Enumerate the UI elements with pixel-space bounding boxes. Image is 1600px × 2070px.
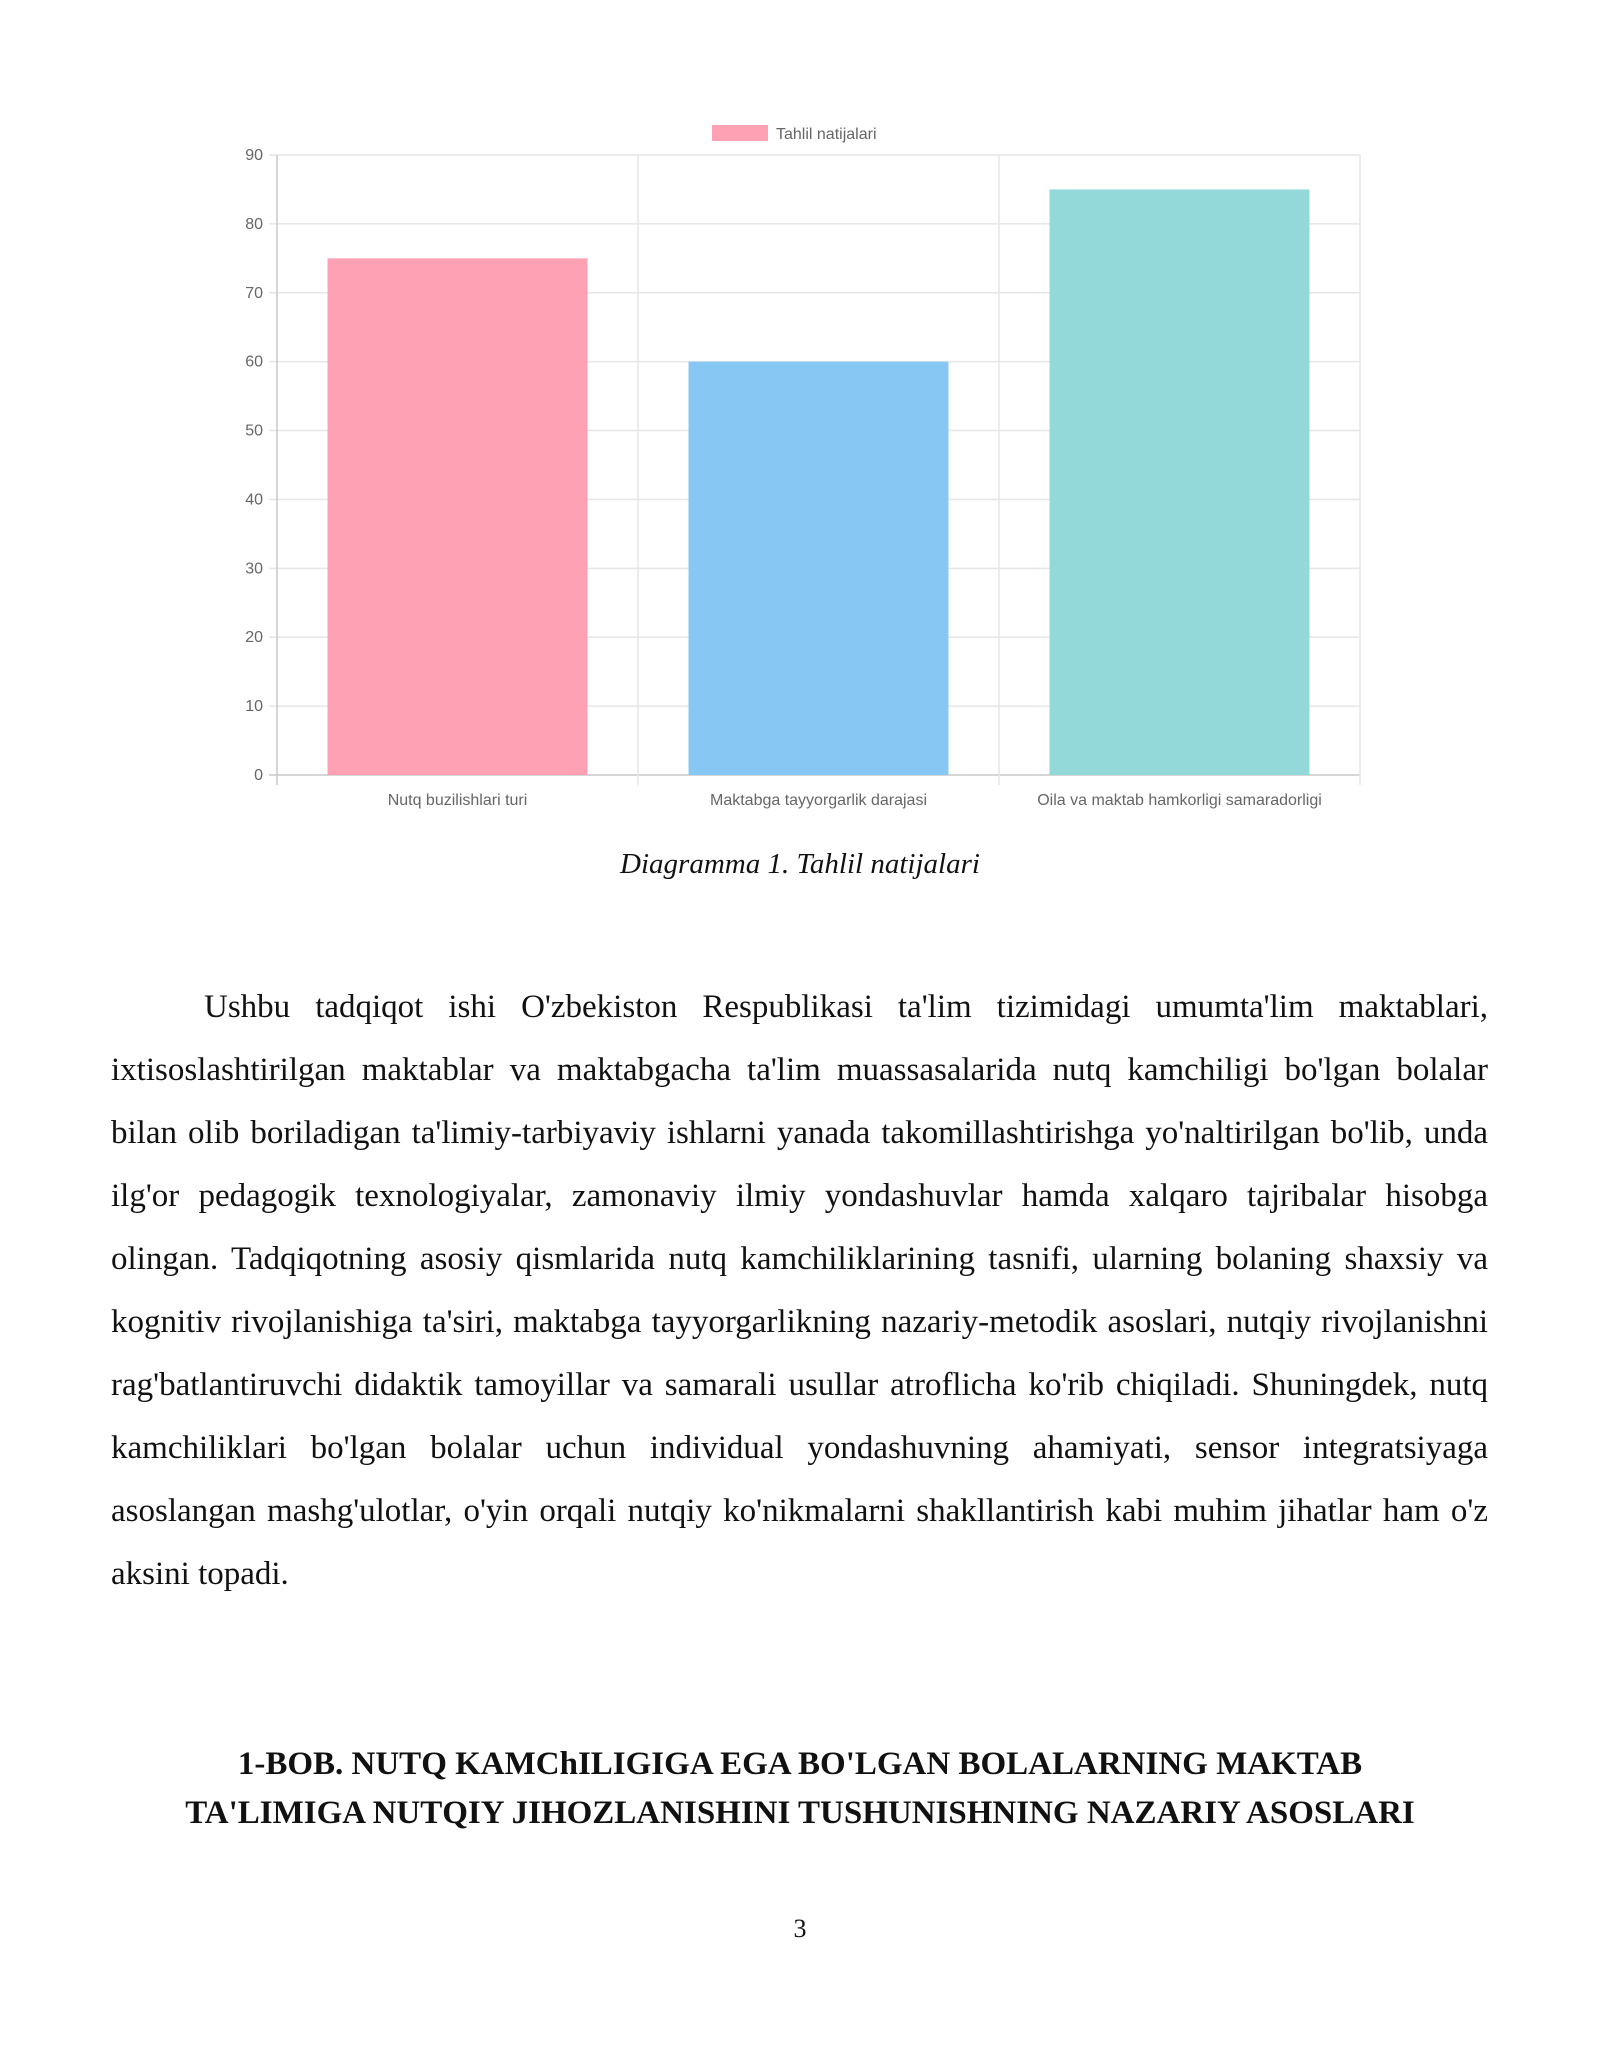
y-tick-label: 50 (245, 422, 263, 440)
legend-label: Tahlil natijalari (776, 126, 877, 143)
y-tick-label: 0 (254, 767, 263, 784)
page-number: 3 (793, 1914, 807, 1943)
bar-1 (328, 258, 588, 775)
legend-swatch (712, 125, 768, 141)
x-tick-label: Maktabga tayyorgarlik darajasi (710, 792, 927, 809)
chart-legend (712, 125, 877, 143)
chart-bars (328, 189, 1310, 775)
bar-chart (225, 115, 1380, 820)
x-tick-label: Nutq buzilishlari turi (387, 792, 528, 809)
chapter-heading (100, 1740, 1500, 1838)
chapter-heading-line-2: TA'LIMIGA NUTQIY JIHOZLANISHINI TUSHUNISHNING NAZARIY ASOSLARI (185, 1795, 1415, 1831)
body-paragraph: Ushbu tadqiqot ishi O'zbekiston Respublikasi ta'lim tizimidagi umumta'lim maktablari, ixtisoslashtirilgan maktablar va maktabgacha ta'lim muassasalarida nutq kamchiligi bo'lgan bolalar bilan olib boriladigan ta'limiy-tarbiyaviy ishlarni yanada takomillashtirishga yo'naltirilgan bo'lib, unda ilg'or pedagogik texnologiyalar, zamonaviy ilmiy yondashuvlar hamda xalqaro tajribalar hisobga olingan. Tadqiqotning asosiy qismlarida nutq kamchiliklarining tasnifi, ularning bolaning shaxsiy va kognitiv rivojlanishiga ta'siri, maktabga tayyorgarlikning nazariy-metodik asoslari, nutqiy rivojlanishni rag'batlantiruvchi didaktik tamoyillar va samarali usullar atroflicha ko'rib chiqiladi. Shuningdek, nutq kamchiliklari bo'lgan bolalar uchun individual yondashuvning ahamiyati, sensor integratsiyaga asoslangan mashg'ulotlar, o'yin orqali nutqiy ko'nikmalarni shakllantirish kabi muhim jihatlar ham o'z aksini topadi. (111, 989, 1488, 1592)
y-tick-label: 20 (245, 629, 263, 647)
y-tick-label: 10 (245, 698, 263, 716)
bar-3 (1050, 189, 1310, 775)
bar-2 (689, 362, 949, 775)
x-tick-label: Oila va maktab hamkorligi samaradorligi (1037, 792, 1322, 809)
y-tick-label: 30 (245, 560, 263, 578)
y-tick-label: 70 (245, 284, 263, 302)
chapter-heading-line-1: 1-BOB. NUTQ KAMChILIGIGA EGA BO'LGAN BOLALARNING MAKTAB (237, 1746, 1363, 1782)
y-tick-label: 80 (245, 215, 263, 233)
y-tick-label: 90 (245, 147, 263, 164)
y-tick-label: 40 (245, 491, 263, 509)
y-tick-label: 60 (245, 353, 263, 371)
figure-caption: Diagramma 1. Tahlil natijalari (620, 848, 980, 880)
